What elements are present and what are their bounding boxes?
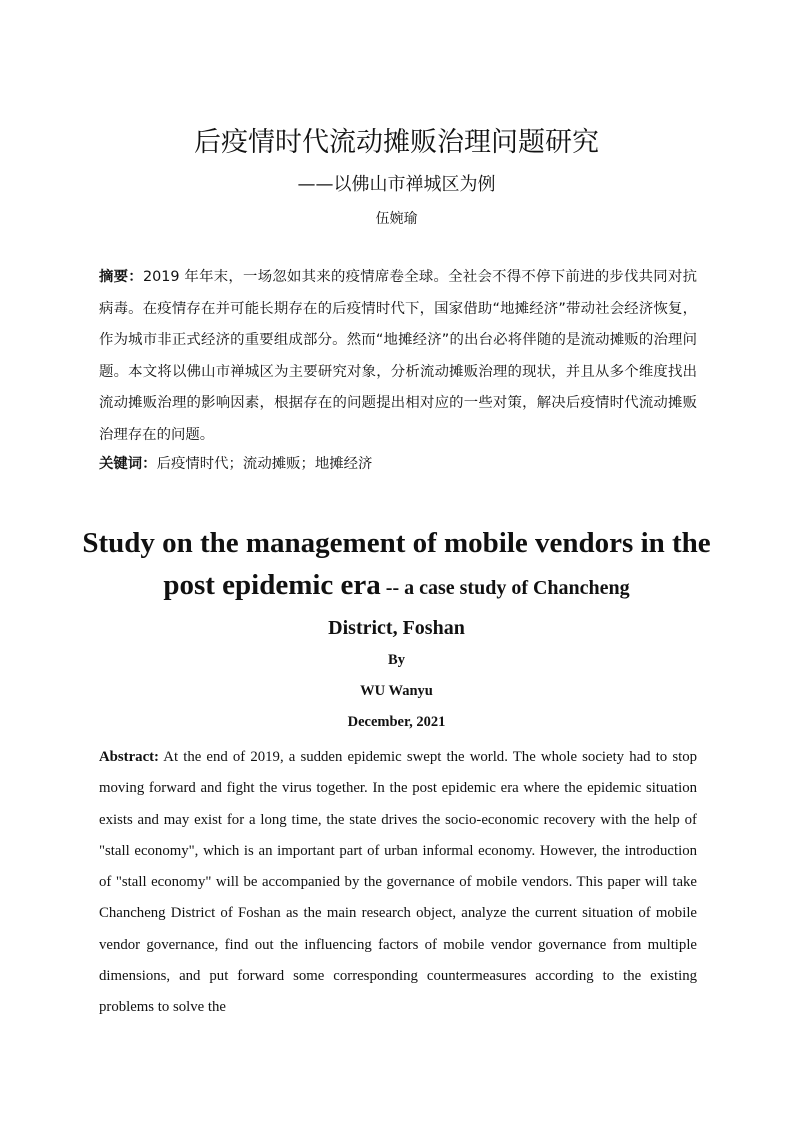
chinese-subtitle: ——以佛山市禅城区为例 bbox=[297, 174, 496, 195]
chinese-abstract-text: 2019 年年末，一场忽如其来的疫情席卷全球。全社会不得不停下前进的步伐共同对抗病毒。在疫情存在并可能长期存在的后疫情时代下，国家借助“地摊经济”带动社会经济恢复，作为城市非正式经济的重要组成部分。然而“地摊经济”的出台必将伴随的是流动摊贩的治理问题。本文将以佛山市禅城区为主要研究对象，分析流动摊贩治理的现状，并且从多个维度找出流动摊贩治理的影响因素，根据存在的问题提出相对应的一些对策，解决后疫情时代流动摊贩治理存在的问题。 bbox=[99, 269, 697, 443]
english-by: By bbox=[388, 652, 405, 668]
english-abstract-label: Abstract: bbox=[99, 749, 159, 765]
english-title bbox=[60, 522, 733, 645]
chinese-keywords bbox=[99, 450, 697, 478]
chinese-author: 伍婉瑜 bbox=[375, 211, 418, 227]
english-title-main: Study on the management of mobile vendors in the post epidemic era bbox=[82, 527, 711, 601]
chinese-keywords-text: 后疫情时代；流动摊贩；地摊经济 bbox=[156, 456, 373, 472]
english-author: WU Wanyu bbox=[360, 683, 433, 699]
chinese-abstract-label: 摘要： bbox=[99, 269, 143, 285]
english-title-sub: -- a case study of Chancheng bbox=[380, 577, 630, 599]
english-title-line3: District, Foshan bbox=[328, 617, 465, 639]
english-abstract bbox=[99, 742, 697, 1024]
english-abstract-text: At the end of 2019, a sudden epidemic swept the world. The whole society had to stop moving forward and fight the virus together. In the post epidemic era where the epidemic situation exists and may exist for a long time, the state drives the socio-economic recovery with the help of "stall economy", which is an important part of urban informal economy. However, the introduction of "stall economy" will be accompanied by the governance of mobile vendors. This paper will take Chancheng District of Foshan as the main research object, analyze the current situation of mobile vendor governance, find out the influencing factors of mobile vendor governance from multiple dimensions, and put forward some corresponding countermeasures according to the existing problems to solve the bbox=[99, 749, 697, 1016]
chinese-keywords-label: 关键词： bbox=[99, 456, 157, 472]
chinese-abstract bbox=[99, 262, 697, 452]
chinese-title: 后疫情时代流动摊贩治理问题研究 bbox=[194, 127, 599, 158]
english-date: December, 2021 bbox=[347, 714, 446, 730]
